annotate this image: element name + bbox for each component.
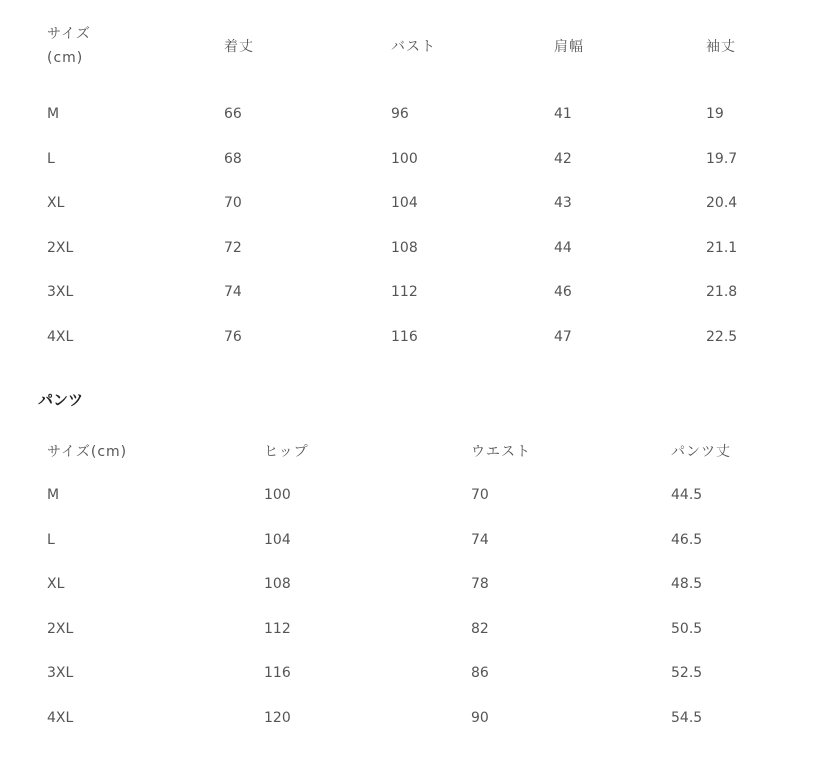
cell-bust: 116 xyxy=(391,328,418,345)
header-hip: ヒップ xyxy=(264,444,309,460)
cell-size: 3XL xyxy=(47,284,74,301)
cell-waist: 90 xyxy=(471,709,489,726)
header-bust: バスト xyxy=(391,39,436,55)
cell-waist: 78 xyxy=(471,576,489,593)
tops-size-table xyxy=(38,0,777,359)
cell-length: 68 xyxy=(224,150,242,167)
header-sleeve: 袖丈 xyxy=(706,39,736,55)
cell-hip: 120 xyxy=(264,709,291,726)
cell-size: 4XL xyxy=(47,328,74,345)
cell-sleeve: 22.5 xyxy=(706,328,738,345)
table-row xyxy=(38,473,762,518)
cell-shoulder: 46 xyxy=(554,284,572,301)
cell-pants-length: 52.5 xyxy=(671,665,703,682)
header-size: サイズ(cm) xyxy=(47,444,128,460)
cell-size: 3XL xyxy=(47,665,74,682)
cell-shoulder: 43 xyxy=(554,195,572,212)
cell-size: 2XL xyxy=(47,620,74,637)
cell-size: XL xyxy=(47,195,65,212)
cell-bust: 108 xyxy=(391,239,418,256)
cell-length: 76 xyxy=(224,328,242,345)
cell-hip: 116 xyxy=(264,665,291,682)
table-row xyxy=(38,137,777,182)
table-row xyxy=(38,518,762,563)
cell-size: M xyxy=(47,487,60,504)
cell-size: 4XL xyxy=(47,709,74,726)
cell-size: 2XL xyxy=(47,239,74,256)
table-row xyxy=(38,315,777,360)
header-size xyxy=(38,0,215,92)
cell-sleeve: 19.7 xyxy=(706,150,738,167)
table-header-row xyxy=(38,0,777,92)
pants-section-title: パンツ xyxy=(38,391,84,409)
table-header-row xyxy=(38,429,762,473)
table-row xyxy=(38,607,762,652)
cell-hip: 112 xyxy=(264,620,291,637)
cell-hip: 104 xyxy=(264,531,291,548)
cell-bust: 104 xyxy=(391,195,418,212)
pants-size-table xyxy=(38,429,762,740)
cell-size: L xyxy=(47,531,55,548)
cell-length: 74 xyxy=(224,284,242,301)
cell-size: XL xyxy=(47,576,65,593)
cell-length: 70 xyxy=(224,195,242,212)
header-waist: ウエスト xyxy=(471,444,531,460)
table-row xyxy=(38,270,777,315)
header-size-label: サイズ xyxy=(47,26,91,42)
cell-hip: 108 xyxy=(264,576,291,593)
cell-bust: 100 xyxy=(391,150,418,167)
cell-waist: 74 xyxy=(471,531,489,548)
cell-waist: 70 xyxy=(471,487,489,504)
cell-sleeve: 20.4 xyxy=(706,195,738,212)
cell-shoulder: 47 xyxy=(554,328,572,345)
table-row xyxy=(38,181,777,226)
header-shoulder: 肩幅 xyxy=(554,39,584,55)
cell-waist: 86 xyxy=(471,665,489,682)
cell-bust: 112 xyxy=(391,284,418,301)
cell-bust: 96 xyxy=(391,106,409,123)
cell-length: 66 xyxy=(224,106,242,123)
cell-sleeve: 21.8 xyxy=(706,284,738,301)
cell-shoulder: 44 xyxy=(554,239,572,256)
cell-pants-length: 48.5 xyxy=(671,576,703,593)
table-row xyxy=(38,92,777,137)
table-row xyxy=(38,562,762,607)
cell-sleeve: 21.1 xyxy=(706,239,738,256)
cell-pants-length: 44.5 xyxy=(671,487,703,504)
cell-shoulder: 42 xyxy=(554,150,572,167)
cell-size: M xyxy=(47,106,60,123)
cell-hip: 100 xyxy=(264,487,291,504)
cell-pants-length: 50.5 xyxy=(671,620,703,637)
table-row xyxy=(38,696,762,741)
table-row xyxy=(38,651,762,696)
cell-sleeve: 19 xyxy=(706,106,724,123)
cell-length: 72 xyxy=(224,239,242,256)
header-pants-length: パンツ丈 xyxy=(671,444,731,460)
cell-pants-length: 54.5 xyxy=(671,709,703,726)
cell-size: L xyxy=(47,150,55,167)
cell-pants-length: 46.5 xyxy=(671,531,703,548)
cell-waist: 82 xyxy=(471,620,489,637)
table-row xyxy=(38,226,777,271)
header-size-unit: (cm) xyxy=(47,50,84,66)
cell-shoulder: 41 xyxy=(554,106,572,123)
header-length: 着丈 xyxy=(224,39,254,55)
